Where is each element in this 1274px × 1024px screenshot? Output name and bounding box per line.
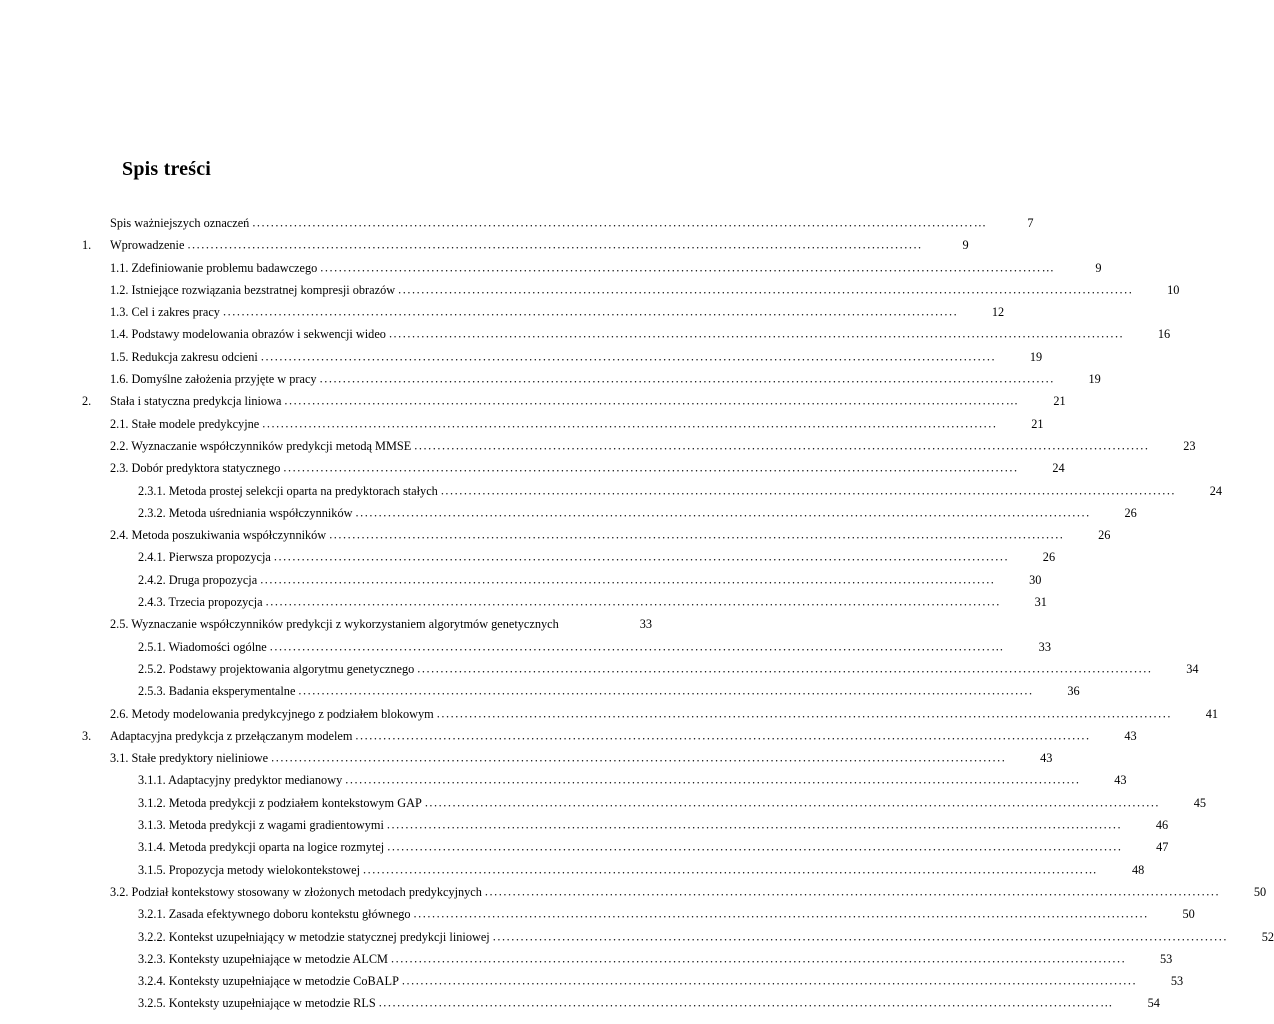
toc-entry-number: 2.	[82, 394, 92, 409]
toc-entry[interactable]	[82, 680, 1080, 702]
toc-entry-label: 2.1. Stałe modele predykcyjne	[110, 416, 260, 431]
toc-entry-page: 24	[1052, 461, 1065, 476]
toc-entry-text	[110, 435, 1150, 457]
toc-entry-page: 34	[1186, 661, 1199, 676]
toc-leader-dots: ...............................................................................................................................................................	[388, 326, 1125, 341]
toc-entry[interactable]	[82, 413, 1044, 435]
toc-entry-text	[110, 703, 1172, 725]
toc-leader-dots: ...............................................................................................................................................................	[283, 460, 1019, 475]
toc-entry-text	[110, 524, 1064, 546]
toc-entry-page: 26	[1098, 528, 1111, 543]
toc-entry-number: 3.	[82, 728, 92, 743]
toc-leader-dots: ...............................................................................................................................................................	[414, 438, 1150, 453]
toc-entry-label: 3.2.1. Zasada efektywnego doboru kontekstu głównego	[138, 907, 411, 922]
toc-entry-page: 21	[1053, 394, 1066, 409]
toc-entry-page: 23	[1183, 438, 1196, 453]
toc-leader-dots: ............................................................................................................................................................…	[269, 639, 1005, 654]
toc-entry-text	[138, 903, 1149, 925]
toc-entry-label: 2.3.2. Metoda uśredniania współczynników	[138, 505, 353, 520]
toc-entry[interactable]	[82, 212, 1034, 234]
toc-entry-text	[138, 814, 1122, 836]
toc-entry-label: 1.5. Redukcja zakresu odcieni	[110, 349, 258, 364]
toc-entry-label: 2.4.2. Druga propozycja	[138, 572, 258, 587]
toc-entry[interactable]	[82, 903, 1195, 925]
toc-entry[interactable]	[82, 390, 1066, 412]
toc-entry-page: 53	[1159, 951, 1173, 966]
toc-entry[interactable]	[82, 859, 1145, 881]
toc-entry-text	[110, 613, 606, 635]
toc-leader-dots: ...............................................................................................................................................................	[345, 772, 1081, 787]
toc-leader-dots: ............................................................................................................................................................…	[363, 862, 1099, 877]
toc-entry-text	[110, 301, 958, 323]
toc-entry-text	[110, 413, 997, 435]
toc-entry-label: Spis ważniejszych oznaczeń	[110, 216, 250, 230]
toc-entry-text	[110, 368, 1055, 390]
toc-entry-page: 31	[1034, 595, 1047, 610]
toc-entry-label: 2.3. Dobór predyktora statycznego	[110, 461, 281, 476]
toc-entry-label: 2.5. Wyznaczanie współczynników predykcji z wykorzystaniem algorytmów genetycznych	[110, 617, 559, 632]
toc-entry-text	[138, 992, 1114, 1014]
toc-entry[interactable]	[82, 814, 1169, 836]
toc-entry-page: 43	[1040, 751, 1053, 766]
toc-leader-dots: ...............................................................................................................................................................	[298, 683, 1034, 698]
toc-entry-page: 33	[1038, 639, 1051, 654]
toc-leader-dots: ...............................................................................................................................................................	[271, 750, 1007, 765]
toc-leader-dots: ...............................................................................................................................................................	[386, 817, 1123, 832]
toc-leader-dots: ............................................................................................................................................................…	[252, 215, 988, 230]
toc-entry-label: 3.1.3. Metoda predykcji z wagami gradientowymi	[138, 818, 384, 833]
toc-leader-dots: ............................................................................................................................................................…	[320, 260, 1056, 275]
toc-leader-dots: ...............................................................................................................................................................	[387, 839, 1123, 854]
toc-entry-label: 3.2.3. Konteksty uzupełniające w metodzie ALCM	[138, 951, 388, 966]
toc-leader-dots: ...............................................................................................................................................................	[424, 795, 1161, 810]
toc-entry[interactable]	[82, 926, 1274, 948]
toc-entry-text	[138, 502, 1091, 524]
toc-entry[interactable]	[82, 524, 1111, 546]
toc-entry-label: 1.1. Zdefiniowanie problemu badawczego	[110, 260, 318, 275]
toc-entry[interactable]	[82, 546, 1056, 568]
toc-leader-dots: ...............................................................................................................................................................	[273, 549, 1010, 564]
toc-entry-text	[110, 725, 1091, 747]
toc-entry-label: 3.1.4. Metoda predykcji oparta na logice rozmytej	[138, 840, 385, 855]
toc-entry-page: 19	[1088, 372, 1101, 387]
toc-leader-dots: ...............................................................................................................................................................	[440, 483, 1177, 498]
toc-entry-page: 21	[1031, 416, 1044, 431]
toc-entry[interactable]	[82, 881, 1267, 903]
toc-entry-page: 43	[1114, 773, 1127, 788]
toc-entry-label: 1.2. Istniejące rozwiązania bezstratnej kompresji obrazów	[110, 282, 396, 297]
toc-leader-dots: ...............................................................................................................................................................	[355, 505, 1091, 520]
toc-entry-number: 1.	[82, 238, 92, 253]
toc-entry[interactable]	[82, 502, 1137, 524]
toc-entry-label: 2.2. Wyznaczanie współczynników predykcji metodą MMSE	[110, 438, 412, 453]
toc-entry-label: 2.6. Metody modelowania predykcyjnego z podziałem blokowym	[110, 706, 434, 721]
toc-leader-dots: ...............................................................................................................................................................	[492, 929, 1228, 943]
toc-entry-text	[110, 323, 1124, 345]
toc-entry[interactable]	[82, 257, 1102, 279]
toc-entry-label: Stała i statyczna predykcja liniowa	[110, 394, 282, 409]
toc-entry-page: 45	[1193, 795, 1207, 810]
toc-entry[interactable]	[82, 435, 1196, 457]
toc-entry[interactable]	[82, 636, 1051, 658]
toc-entry-label: Adaptacyjna predykcja z przełączanym modelem	[110, 728, 353, 743]
toc-leader-dots: ...............................................................................................................................................................	[260, 572, 996, 587]
toc-leader-dots: ...............................................................................................................................................................	[329, 527, 1065, 542]
toc-entry-label: 3.1.1. Adaptacyjny predyktor medianowy	[138, 773, 343, 788]
toc-entry-label: 3.1.2. Metoda predykcji z podziałem kontekstowym GAP	[138, 795, 422, 810]
toc-entry-text	[138, 836, 1122, 858]
toc-leader-dots: ...............................................................................................................................................................	[401, 973, 1138, 988]
toc-entry-page: 16	[1157, 327, 1171, 342]
toc-entry-text	[138, 546, 1009, 568]
toc-entry-text	[138, 859, 1098, 881]
toc-entry-text	[110, 457, 1019, 479]
toc-entry-label: 3.2.4. Konteksty uzupełniające w metodzie CoBALP	[138, 974, 399, 989]
toc-entry[interactable]	[82, 836, 1169, 858]
toc-leader-dots: ...............................................................................................................................................................	[398, 282, 1134, 297]
toc-leader-dots: ...............................................................................................................................................................	[436, 706, 1172, 721]
toc-entry-page: 19	[1029, 349, 1043, 364]
toc-entry-text	[138, 591, 1001, 613]
toc-entry-label: Wprowadzenie	[110, 238, 185, 253]
toc-entry-label: 3.1. Stałe predyktory nieliniowe	[110, 751, 269, 766]
toc-entry-page: 41	[1205, 706, 1218, 721]
toc-entry-page: 53	[1170, 974, 1184, 989]
toc-entry-label: 2.4.3. Trzecia propozycja	[138, 595, 263, 610]
toc-entry-page: 10	[1167, 282, 1180, 297]
toc-entry-text	[110, 747, 1006, 769]
toc-entry[interactable]	[82, 346, 1043, 368]
toc-entry[interactable]	[82, 769, 1127, 791]
toc-entry[interactable]	[82, 569, 1042, 591]
toc-entry-page: 30	[1029, 572, 1042, 587]
toc-entry-label: 2.3.1. Metoda prostej selekcji oparta na predyktorach stałych	[138, 483, 438, 498]
toc-entry-label: 2.5.2. Podstawy projektowania algorytmu genetycznego	[138, 661, 415, 676]
toc-entry-text	[110, 390, 1020, 412]
toc-entry[interactable]	[82, 948, 1173, 970]
toc-entry-page: 47	[1156, 840, 1169, 855]
toc-entry-text	[138, 569, 995, 591]
toc-entry[interactable]	[82, 658, 1199, 680]
toc-entry-page: 26	[1124, 505, 1137, 520]
toc-entry-page: 48	[1131, 862, 1145, 877]
toc-leader-dots: ...............................................................................................................................................................	[390, 951, 1127, 966]
toc-entry-text	[138, 680, 1034, 702]
toc-entry-page: 7	[1027, 216, 1034, 230]
toc-entry[interactable]	[82, 992, 1160, 1014]
toc-entry-text	[110, 234, 923, 256]
page-title: Spis treści	[122, 158, 212, 180]
toc-entry-page: 46	[1155, 818, 1169, 833]
toc-entry-label: 3.2.5. Konteksty uzupełniające w metodzie RLS	[138, 996, 376, 1011]
toc-entry-page: 26	[1042, 550, 1056, 565]
toc-entry[interactable]	[82, 279, 1180, 301]
toc-leader-dots: ...............................................................................................................................................................	[355, 728, 1091, 743]
toc-entry-text	[138, 769, 1080, 791]
toc-entry[interactable]	[82, 591, 1047, 613]
toc-entry-text	[110, 212, 988, 234]
toc-entry-page: 9	[962, 238, 969, 253]
toc-entry[interactable]	[82, 457, 1065, 479]
toc-entry-page: 9	[1095, 260, 1102, 275]
toc-entry-page: 36	[1067, 684, 1080, 699]
toc-entry[interactable]	[82, 970, 1184, 992]
toc-entry-page: 50	[1182, 907, 1195, 922]
toc-entry-page: 33	[639, 617, 652, 632]
toc-entry-page: 54	[1147, 996, 1160, 1011]
toc-entry-page: 24	[1209, 483, 1223, 498]
toc-entry[interactable]	[82, 480, 1223, 502]
toc-entry-text	[138, 948, 1126, 970]
toc-entry-text	[138, 970, 1137, 992]
toc-leader-dots: ...............................................................................................................................................................	[265, 594, 1001, 609]
toc-leader-dots: ...............................................................................................................................................................	[260, 349, 997, 364]
toc-entry-page: 12	[991, 305, 1005, 320]
toc-leader-dots: ............................................................................................................................................................…	[378, 995, 1114, 1010]
toc-entry-label: 1.3. Cel i zakres pracy	[110, 305, 220, 320]
toc-entry-label: 2.4.1. Pierwsza propozycja	[138, 550, 271, 565]
toc-leader-dots: ...............................................................................................................................................................	[319, 371, 1055, 386]
toc-entry[interactable]	[82, 234, 969, 256]
table-of-contents	[82, 212, 1274, 1015]
toc-leader-dots: ............................................................................................................................................................…	[284, 393, 1020, 408]
toc-entry[interactable]	[82, 613, 652, 635]
toc-entry[interactable]	[82, 725, 1137, 747]
toc-entry-text	[110, 346, 996, 368]
toc-entry-label: 2.5.3. Badania eksperymentalne	[138, 684, 296, 699]
toc-entry[interactable]	[82, 368, 1101, 390]
toc-leader-dots: ...............................................................................................................................................................	[417, 661, 1153, 676]
toc-entry-label: 2.4. Metoda poszukiwania współczynników	[110, 528, 327, 543]
toc-entry[interactable]	[82, 323, 1171, 345]
toc-entry-label: 3.2.2. Kontekst uzupełniający w metodzie statycznej predykcji liniowej	[138, 929, 490, 944]
toc-entry-label: 3.1.5. Propozycja metody wielokontekstowej	[138, 862, 360, 877]
toc-entry-page: 50	[1253, 884, 1267, 899]
toc-entry-label: 1.4. Podstawy modelowania obrazów i sekwencji wideo	[110, 327, 386, 342]
toc-leader-dots: ...............................................................................................................................................................	[484, 884, 1221, 899]
toc-entry-text	[138, 480, 1176, 502]
toc-entry-label: 2.5.1. Wiadomości ogólne	[138, 639, 267, 654]
toc-entry-label: 3.2. Podział kontekstowy stosowany w złożonych metodach predykcyjnych	[110, 884, 482, 899]
toc-entry-page: 52	[1261, 929, 1274, 944]
toc-leader-dots: ...............................................................................................................................................................	[222, 304, 959, 319]
toc-entry[interactable]	[82, 301, 1005, 323]
toc-entry[interactable]	[82, 747, 1053, 769]
toc-leader-dots: ...............................................................................................................................................................	[187, 237, 923, 252]
toc-entry-text	[138, 792, 1160, 814]
toc-entry[interactable]	[82, 792, 1207, 814]
toc-leader-dots: ...............................................................................................................................................................	[413, 906, 1149, 921]
toc-entry-text	[138, 636, 1005, 658]
toc-entry-label: 1.6. Domyślne założenia przyjęte w pracy	[110, 372, 317, 387]
toc-entry[interactable]	[82, 703, 1218, 725]
toc-entry-text	[138, 926, 1228, 948]
toc-entry-text	[110, 257, 1056, 279]
toc-leader-dots: ...............................................................................................................................................................	[262, 416, 998, 431]
toc-entry-text	[138, 658, 1153, 680]
toc-entry-text	[110, 881, 1220, 903]
toc-entry-page: 43	[1124, 728, 1137, 743]
toc-entry-text	[110, 279, 1133, 301]
